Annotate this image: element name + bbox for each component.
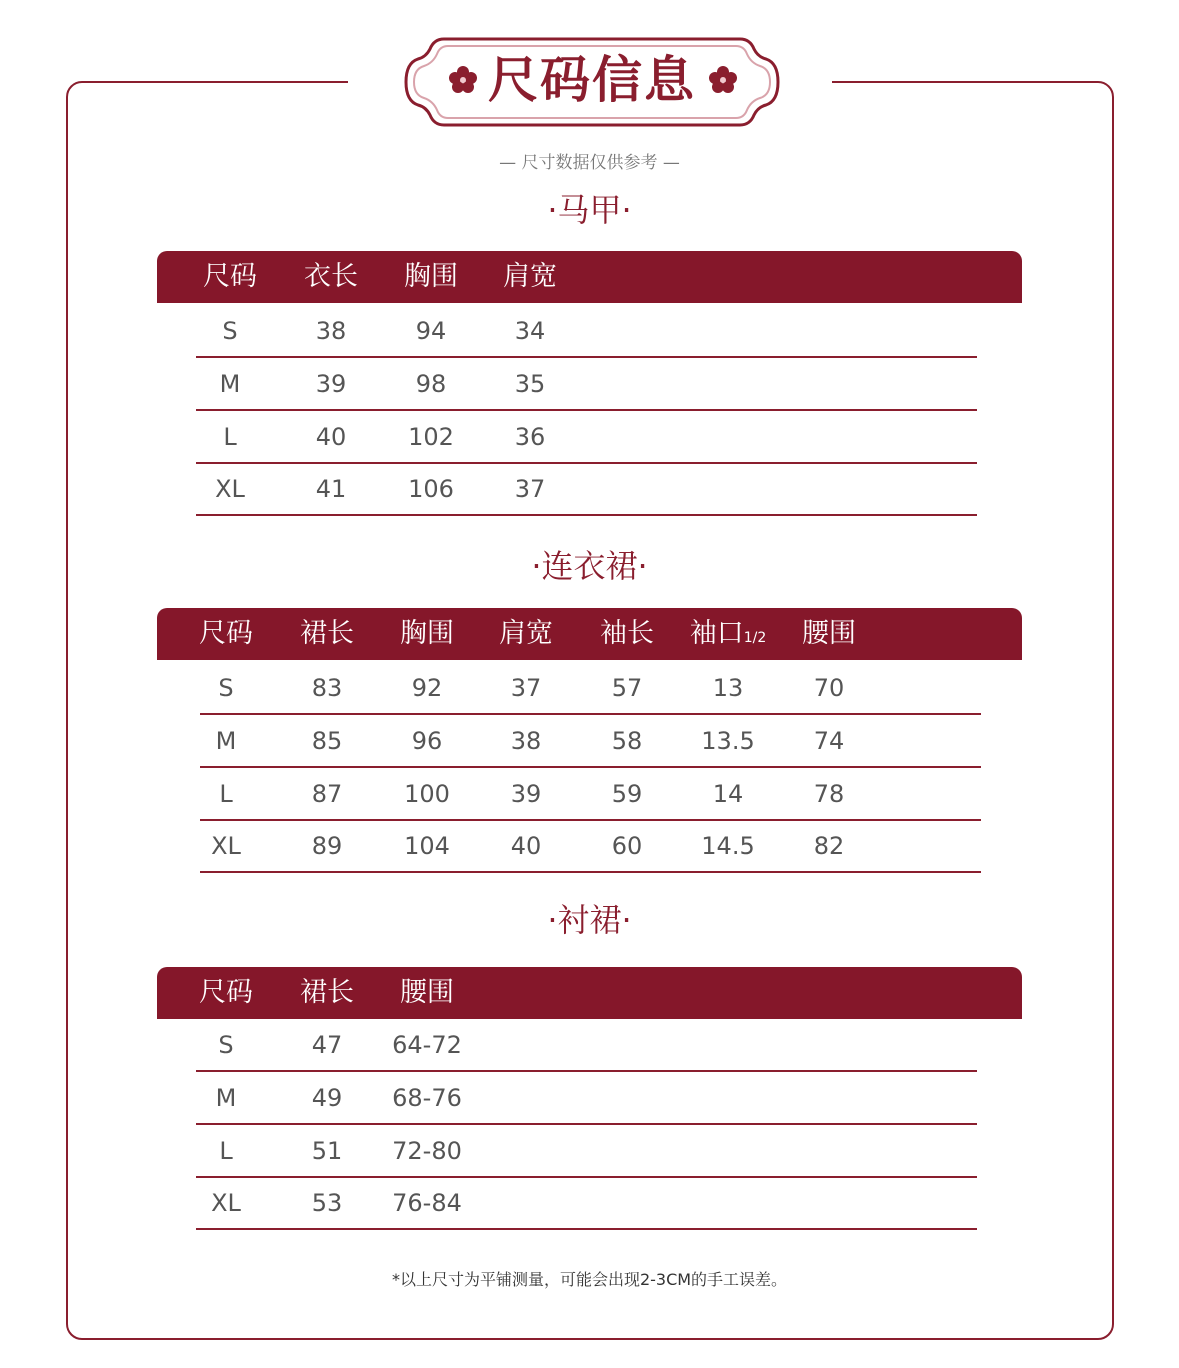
vest-section-title: ·马甲· — [547, 191, 632, 229]
cell: 68-76 — [392, 1084, 462, 1112]
dress-col-length: 裙长 — [300, 618, 354, 649]
vest-table-header — [157, 251, 1022, 303]
cell: 100 — [404, 780, 450, 808]
table-row — [196, 411, 977, 464]
cell: 34 — [514, 317, 546, 345]
cell: L — [223, 423, 237, 451]
cell: 41 — [315, 475, 347, 503]
page-title: 尺码信息 — [488, 51, 696, 109]
cell: 96 — [411, 727, 443, 755]
cell: 14 — [712, 780, 744, 808]
cell: 40 — [510, 832, 542, 860]
cell: 64-72 — [392, 1031, 462, 1059]
cell: M — [219, 370, 241, 398]
cell: 39 — [315, 370, 347, 398]
cell: M — [215, 1084, 237, 1112]
table-row — [196, 1125, 977, 1178]
dress-col-size: 尺码 — [199, 618, 253, 649]
cell: 89 — [311, 832, 343, 860]
cell: 37 — [510, 674, 542, 702]
cell: 94 — [415, 317, 447, 345]
vest-col-bust: 胸围 — [404, 261, 458, 292]
table-row — [200, 820, 981, 873]
table-row — [200, 662, 981, 715]
skirt-section-title: ·衬裙· — [547, 901, 632, 939]
cell: 47 — [311, 1031, 343, 1059]
cell: 37 — [514, 475, 546, 503]
cell: 83 — [311, 674, 343, 702]
skirt-col-waist: 腰围 — [400, 977, 454, 1008]
cell: 49 — [311, 1084, 343, 1112]
table-row — [196, 463, 977, 516]
cell: L — [219, 780, 233, 808]
cell: S — [218, 1031, 234, 1059]
cell: 72-80 — [392, 1137, 462, 1165]
vest-col-length: 衣长 — [304, 261, 358, 292]
cell: XL — [211, 1189, 241, 1217]
cell: 57 — [611, 674, 643, 702]
dress-section-title: ·连衣裙· — [531, 547, 648, 585]
cell: 58 — [611, 727, 643, 755]
cell: 13 — [712, 674, 744, 702]
cell: L — [219, 1137, 233, 1165]
dress-col-waist: 腰围 — [802, 618, 856, 649]
skirt-col-size: 尺码 — [199, 977, 253, 1008]
cell: 85 — [311, 727, 343, 755]
table-row — [196, 1177, 977, 1230]
table-row — [196, 1019, 977, 1072]
cell: S — [218, 674, 234, 702]
cell: 87 — [311, 780, 343, 808]
dress-col-sleeve: 袖长 — [600, 618, 654, 649]
measurement-footnote: *以上尺寸为平铺测量，可能会出现2-3CM的手工误差。 — [391, 1270, 788, 1289]
cell: XL — [211, 832, 241, 860]
cell: 13.5 — [701, 727, 755, 755]
table-row — [200, 768, 981, 821]
dress-col-cuff-label: 袖口 — [689, 618, 744, 649]
skirt-table-header — [157, 967, 1022, 1019]
cell: 39 — [510, 780, 542, 808]
cell: 102 — [408, 423, 454, 451]
vest-col-size: 尺码 — [203, 261, 257, 292]
dress-col-bust: 胸围 — [400, 618, 454, 649]
table-row — [196, 1072, 977, 1125]
cell: 74 — [813, 727, 845, 755]
cell: 51 — [311, 1137, 343, 1165]
cell: 35 — [514, 370, 546, 398]
title-badge — [404, 35, 780, 129]
dress-col-cuff — [690, 608, 767, 664]
cell: 82 — [813, 832, 845, 860]
cell: XL — [215, 475, 245, 503]
cell: M — [215, 727, 237, 755]
dress-col-cuff-suffix: 1/2 — [743, 630, 767, 646]
cell: 78 — [813, 780, 845, 808]
cell: 14.5 — [701, 832, 755, 860]
vest-col-shoulder: 肩宽 — [503, 261, 557, 292]
table-row — [196, 305, 977, 358]
cell: 53 — [311, 1189, 343, 1217]
skirt-col-length: 裙长 — [300, 977, 354, 1008]
cell: 60 — [611, 832, 643, 860]
cell: S — [222, 317, 238, 345]
dress-table-header — [157, 608, 1022, 660]
cell: 104 — [404, 832, 450, 860]
dress-col-shoulder: 肩宽 — [499, 618, 553, 649]
page-subtitle: — 尺寸数据仅供参考 — — [499, 153, 680, 173]
cell: 59 — [611, 780, 643, 808]
table-row — [200, 715, 981, 768]
cell: 106 — [408, 475, 454, 503]
cell: 36 — [514, 423, 546, 451]
cell: 40 — [315, 423, 347, 451]
cell: 70 — [813, 674, 845, 702]
cell: 76-84 — [392, 1189, 462, 1217]
cell: 92 — [411, 674, 443, 702]
table-row — [196, 358, 977, 411]
cell: 98 — [415, 370, 447, 398]
cell: 38 — [315, 317, 347, 345]
cell: 38 — [510, 727, 542, 755]
